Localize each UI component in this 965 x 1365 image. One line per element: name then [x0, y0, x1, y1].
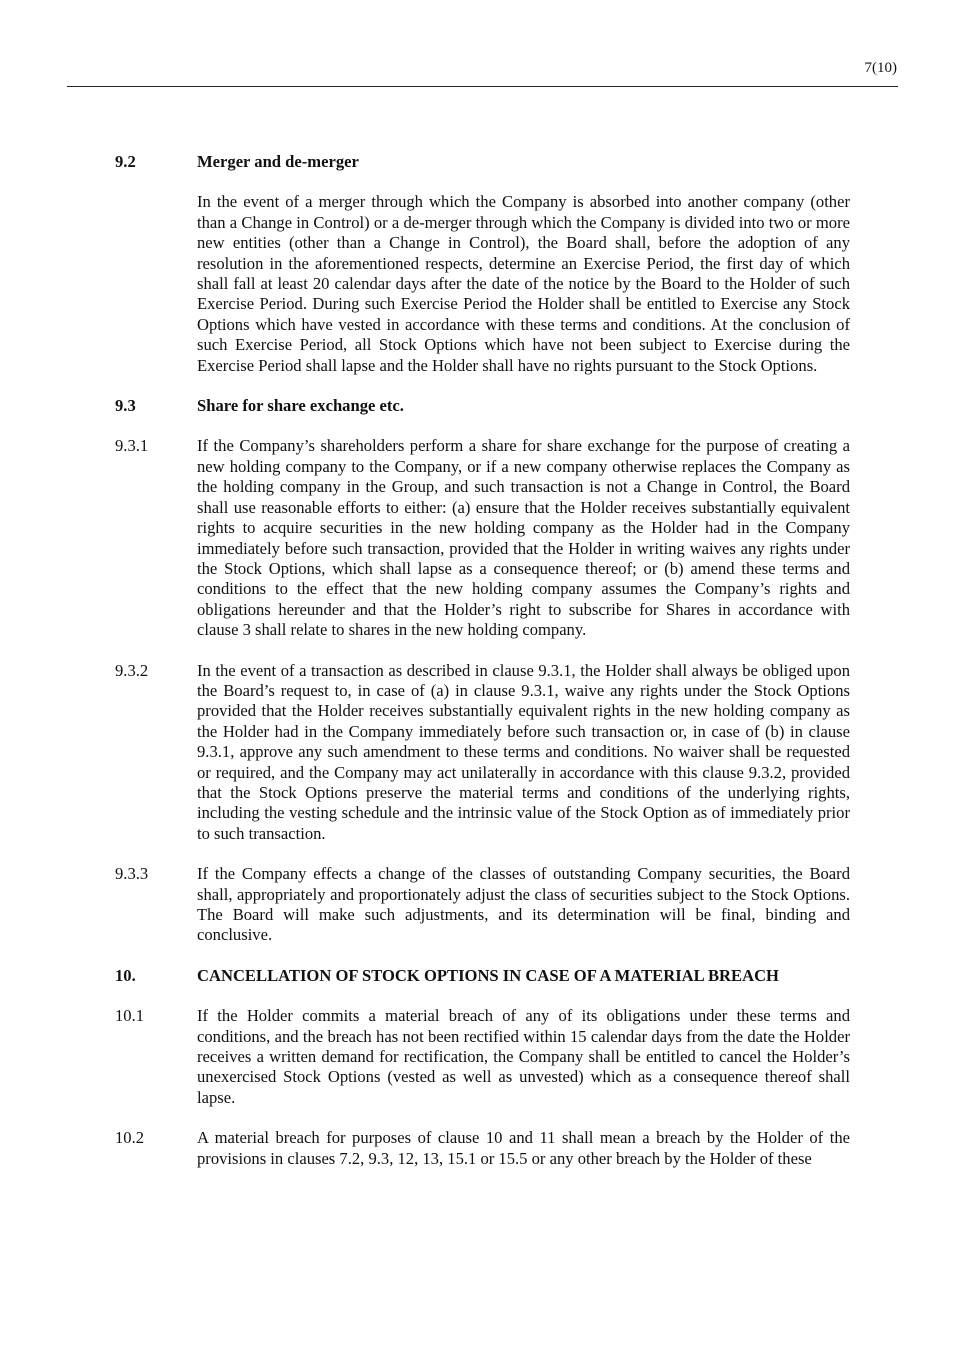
section-title: CANCELLATION OF STOCK OPTIONS IN CASE OF A MATERIAL BREACH — [197, 965, 779, 985]
page-number: 7(10) — [864, 60, 897, 76]
clause-number: 9.3.1 — [115, 436, 149, 456]
clause-text: If the Holder commits a material breach of any of its obligations under these terms and conditions, and the breach has not been rectified within 15 calendar days from the date the Holder receives a written demand for rectification, the Company shall be entitled to cancel the Holder’s unexercised Stock Options (vested as well as unvested) which as a consequence thereof shall lapse. — [197, 1006, 850, 1107]
clause-text: A material breach for purposes of clause 10 and 11 shall mean a breach by the Holder of the provisions in clauses 7.2, 9.3, 12, 13, 15.1 or 15.5 or any other breach by the Holder of these — [197, 1128, 850, 1168]
clause-10-1 — [115, 1006, 850, 1108]
clause-text: In the event of a transaction as described in clause 9.3.1, the Holder shall always be obliged upon the Board’s request to, in case of (a) in clause 9.3.1, waive any rights under the Stock Options provided that the Holder receives substantially equivalent rights in the new holding company as the Holder had in the Company immediately before such transaction or, in case of (b) in clause 9.3.1, approve any such amendment to these terms and conditions. No waiver shall be requested or required, and the Company may act unilaterally in accordance with this clause 9.3.2, provided that the Stock Options preserve the material terms and conditions of the underlying rights, including the vesting schedule and the intrinsic value of the Stock Option as of immediately prior to such transaction. — [197, 660, 850, 843]
clause-text: If the Company’s shareholders perform a share for share exchange for the purpose of creating a new holding company to the Company, or if a new company otherwise replaces the Company as the holding company in the Group, and such transaction is not a Change in Control, the Board shall use reasonable efforts to either: (a) ensure that the Holder receives substantially equivalent rights to acquire securities in the new holding company as the Holder had in the Company immediately before such transaction, provided that the Holder in writing waives any rights under the Stock Options, which shall lapse as a consequence thereof; or (b) amend these terms and conditions to the effect that the new holding company assumes the Company’s rights and obligations hereunder and that the Holder’s right to subscribe for Shares in accordance with clause 3 shall relate to shares in the new holding company. — [197, 436, 850, 640]
clause-number: 10.1 — [115, 1006, 145, 1026]
clause-number: 9.3.3 — [115, 864, 149, 884]
section-number: 9.2 — [115, 152, 136, 171]
section-number: 10. — [115, 965, 136, 985]
clause-10-2 — [115, 1128, 850, 1169]
section-number: 9.3 — [115, 396, 136, 416]
clause-9-3-3 — [115, 864, 850, 946]
header-rule — [67, 86, 898, 87]
document-body — [115, 152, 850, 1169]
section-9-3-heading — [115, 396, 850, 416]
clause-text: If the Company effects a change of the classes of outstanding Company securities, the Board shall, appropriately and proportionately adjust the class of securities subject to the Stock Options. The Board will make such adjustments, and its determination will be final, binding and conclusive. — [197, 864, 850, 945]
clause-number: 9.3.2 — [115, 660, 149, 680]
section-9-2-body: In the event of a merger through which the Company is absorbed into another company (other than a Change in Control) or a de-merger through which the Company is divided into two or more new entities (other than a Change in Control), the Board shall, before the adoption of any resolution in the aforementioned respects, determine an Exercise Period, the first day of which shall fall at least 20 calendar days after the date of the notice by the Board to the Holder of such Exercise Period. During such Exercise Period the Holder shall be entitled to Exercise any Stock Options which have vested in accordance with these terms and conditions. At the conclusion of such Exercise Period, all Stock Options which have not been subject to Exercise during the Exercise Period shall lapse and the Holder shall have no rights pursuant to the Stock Options. — [197, 192, 850, 375]
clause-9-3-2 — [115, 661, 850, 845]
clause-9-3-1 — [115, 436, 850, 640]
section-title: Share for share exchange etc. — [197, 396, 404, 416]
clause-number: 10.2 — [115, 1128, 145, 1148]
section-10-heading — [115, 966, 850, 986]
section-title: Merger and de-merger — [197, 152, 359, 171]
section-9-2-heading — [115, 152, 850, 172]
